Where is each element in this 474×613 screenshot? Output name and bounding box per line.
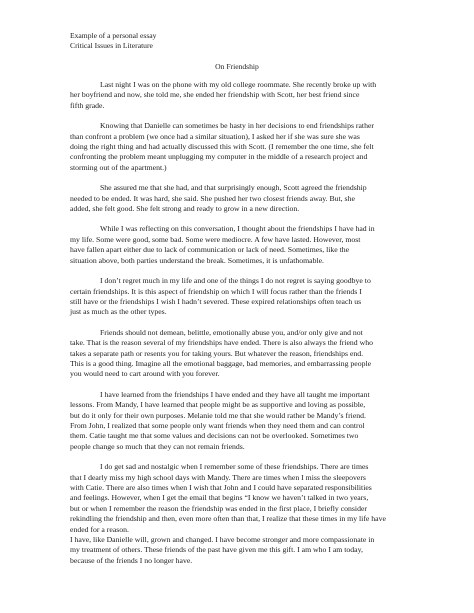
- paragraph: [70, 462, 394, 535]
- paragraph: [70, 390, 394, 452]
- paragraph-line: storming out of the apartment.): [70, 162, 167, 172]
- essay-title: On Friendship: [215, 62, 259, 71]
- paragraph-line: but or when I remember the reason the friendship was ended in the first place, I briefly consider: [70, 503, 367, 513]
- paragraph-line: I don’t regret much in my life and one of the things I do not regret is saying goodbye to: [100, 276, 371, 286]
- paragraph-line: my treatment of others. These friends of the past have given me this gift. I am who I am today,: [70, 545, 363, 555]
- paragraph-line: but do it only for their own purposes. Melanie told me that she would rather be Mandy’s friend.: [70, 410, 366, 420]
- paragraph-line: She assured me that she had, and that surprisingly enough, Scott agreed the friendship: [100, 183, 367, 193]
- paragraph-line: added, she felt good. She felt strong and ready to grow in a new direction.: [70, 204, 300, 214]
- paragraph: [70, 535, 394, 566]
- paragraph-line: still have or the friendships I wish I hadn’t severed. These expired relationships often teach us: [70, 296, 362, 306]
- paragraph-line: than confront a problem (we once had a similar situation), I asked her if she was sure she was: [70, 131, 360, 141]
- paragraph-line: people change so much that they can not remain friends.: [70, 441, 245, 451]
- paragraph-line: them. Catie taught me that some values and decisions can not be overlooked. Sometimes two: [70, 431, 359, 441]
- essay-body: [70, 80, 394, 576]
- paragraph: [70, 183, 394, 214]
- paragraph-line: confronting the problem meant unplugging my computer in the middle of a research project and: [70, 152, 368, 162]
- paragraph-line: rekindling the friendship and then, even more often than that, I realize that these times in my life have: [70, 514, 386, 524]
- paragraph-line: lessons. From Mandy, I have learned that people might be as supportive and loving as possible,: [70, 400, 366, 410]
- paragraph-line: I have, like Danielle will, grown and changed. I have become stronger and more compassionate in: [70, 535, 375, 545]
- paragraph-line: certain friendships. It is this aspect of friendship on which I will focus rather than the friends I: [70, 286, 362, 296]
- paragraph-line: needed to be ended. It was hard, she said. She pushed her two closest friends away. But, she: [70, 193, 355, 203]
- paragraph-line: with Catie. There are also times when I wish that John and I could have separated responsibilities: [70, 483, 372, 492]
- paragraph-line: have fallen apart either due to lack of communication or lack of need. Sometimes, like the: [70, 245, 350, 255]
- paragraph-line: While I was reflecting on this conversation, I thought about the friendships I have had in: [100, 224, 375, 234]
- paragraph-line: you would need to cart around with you forever.: [70, 369, 220, 379]
- paragraph: [70, 224, 394, 266]
- paragraph: [70, 276, 394, 318]
- header-line-example: Example of a personal essay: [70, 31, 157, 40]
- paragraph: [70, 328, 394, 380]
- paragraph-line: ended for a reason.: [70, 524, 129, 534]
- paragraph-line: that I dearly miss my high school days with Mandy. There are times when I miss the sleepovers: [70, 472, 366, 482]
- paragraph-line: Last night I was on the phone with my old college roommate. She recently broke up with: [100, 80, 377, 89]
- paragraph: [70, 80, 394, 111]
- paragraph-line: I do get sad and nostalgic when I remember some of these friendships. There are times: [100, 462, 369, 472]
- paragraph-line: This is a good thing. Imagine all the emotional baggage, bad memories, and embarrassing people: [70, 358, 372, 368]
- paragraph-line: take. That is the reason several of my friendships have ended. There is also always the friend who: [70, 338, 373, 348]
- paragraph-line: and feelings. However, when I get the email that begins “I know we haven’t talked in two years,: [70, 493, 369, 503]
- paragraph-line: situation above, both parties understand the break. Sometimes, it is unfathomable.: [70, 255, 324, 265]
- paragraph-line: takes a separate path or resents you for taking yours. But whatever the reason, friendships end.: [70, 348, 364, 358]
- paragraph: [70, 121, 394, 173]
- header-line-course: Critical Issues in Literature: [70, 41, 153, 50]
- paragraph-line: because of the friends I no longer have.: [70, 555, 193, 565]
- paragraph-line: I have learned from the friendships I have ended and they have all taught me important: [100, 389, 370, 399]
- paragraph-line: From John, I realized that some people only want friends when they need them and can control: [70, 420, 365, 430]
- paragraph-line: doing the right thing and had actually discussed this with Scott. (I remember the one time, she felt: [70, 142, 374, 152]
- essay-header: [70, 31, 156, 51]
- paragraph-line: just as much as the other types.: [70, 307, 167, 317]
- paragraph-line: my life. Some were good, some bad. Some were mediocre. A few have lasted. However, most: [70, 234, 361, 244]
- paragraph-line: Knowing that Danielle can sometimes be hasty in her decisions to end friendships rather: [100, 121, 374, 131]
- paragraph-line: fifth grade.: [70, 100, 105, 110]
- paragraph-line: her boyfriend and now, she told me, she ended her friendship with Scott, her best friend since: [70, 90, 360, 100]
- paragraph-line: Friends should not demean, belittle, emotionally abuse you, and/or only give and not: [100, 327, 363, 337]
